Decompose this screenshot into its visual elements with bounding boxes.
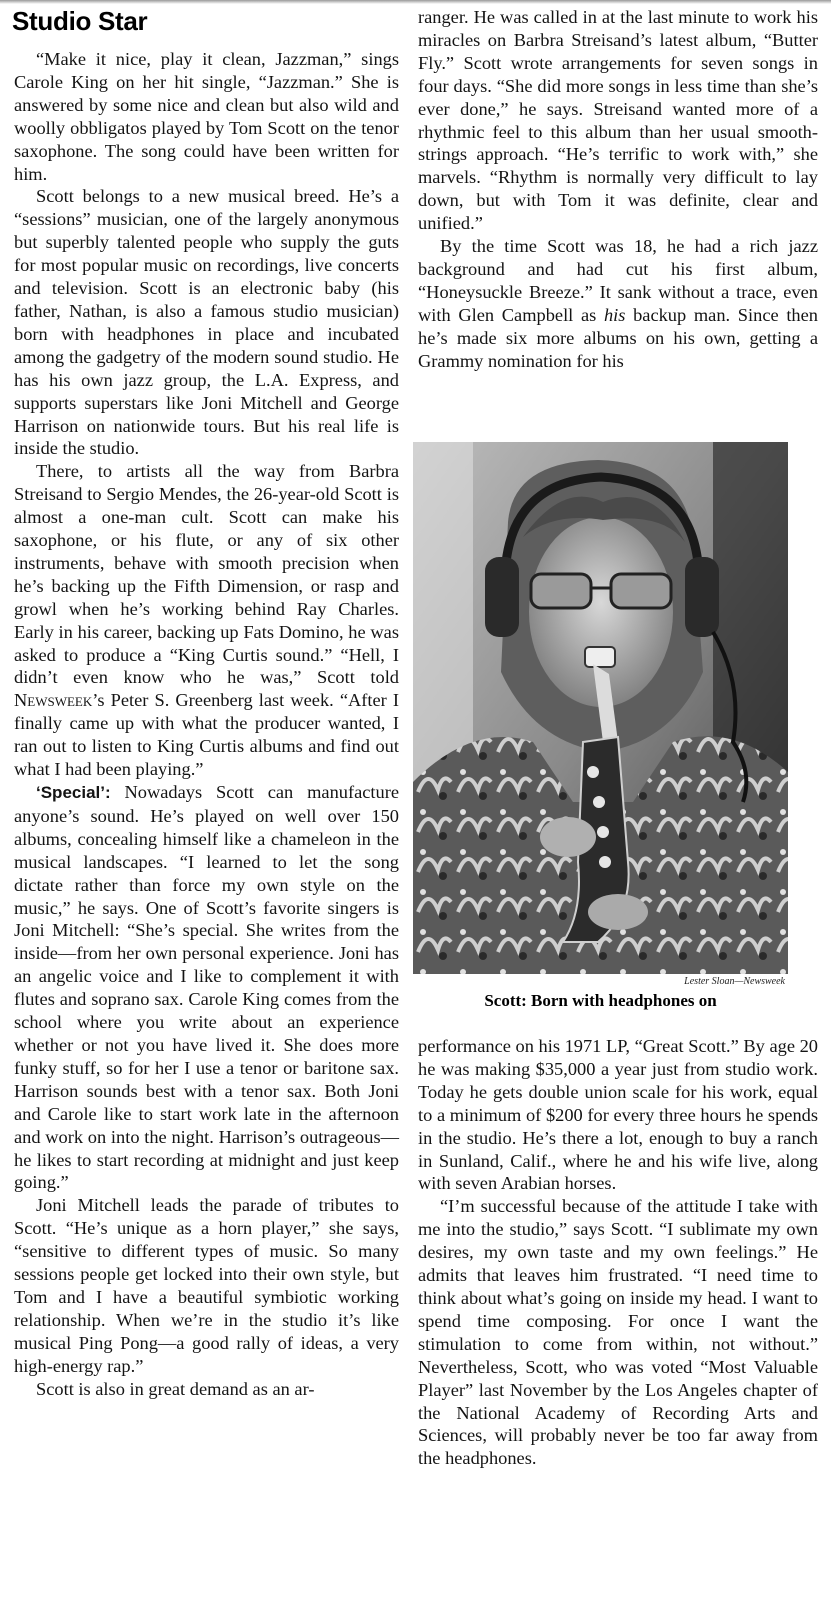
text-run: backup man. Since then he’s made six more albums on his own, getting a Grammy nomination for his (418, 304, 818, 371)
text-run: Nowadays Scott can manufacture anyone’s sound. He’s played on well over 150 albums, concealing himself like a chameleon in the musical landscapes. “I learned to let the song dictate rather than force my own style on the music,” he says. One of Scott’s favorite singers is Joni Mitchell: “She’s special. She writes from the inside—from her own personal experience. Joni has an angelic voice and I like to complement it with flutes and soprano sax. Carole King comes from the school where you write about an experience whether or not you have lived it. She does more funky stuff, so for her I use a tenor or baritone sax. Harrison sounds best with a tenor sax. Both Joni and Carole like to start work late in the afternoon and work on into the night. Harrison’s outrageous—he likes to start recording at midnight and just keep going.” (14, 782, 399, 1193)
text-run: By the time Scott was 18, he had a rich jazz background and had cut his first album, “Honeysuckle Breeze.” It sank without a trace, even with Glen Campbell as (418, 236, 818, 325)
photo-illustration (413, 442, 788, 974)
text-run: There, to artists all the way from Barbra Streisand to Sergio Mendes, the 26-year-old Scott is almost a one-man cult. Scott can make his saxophone, or his flute, or any of six other instruments, behave with smooth precision when he’s backing up the Fifth Dimension, or rasp and growl when he’s working behind Ray Charles. Early in his career, backing up Fats Domino, he was asked to produce a “King Curtis sound.” “Hell, I didn’t even know who he was,” Scott told (14, 461, 399, 688)
section-lead-in: ‘Special’: (36, 783, 111, 802)
text-run: ’s Peter S. Greenberg last week. “After I finally came up with what the producer wanted, I ran out to listen to King Curtis albums and find out what I had been playing.” (14, 690, 399, 780)
paragraph: Joni Mitchell leads the parade of tributes to Scott. “He’s unique as a horn player,” she says, “sensitive to different types of music. So many sessions people get locked into their own style, but Tom and I have a beautiful symbiotic working relationship. When we’re in the studio it’s like musical Ping Pong—a good rally of ideas, a very high-energy rap.” (14, 1195, 399, 1376)
top-rule (0, 0, 831, 4)
paragraph: Scott belongs to a new musical breed. He’s a “sessions” musician, one of the largely anonymous but superbly talented people who supply the guts for most popular music on recordings, live concerts and television. Scott is an electronic baby (his father, Nathan, is also a famous studio musician) born with headphones in place and incubated among the gadgetry of the modern sound studio. He has his own jazz group, the L.A. Express, and supports superstars like Joni Mitchell and George Harrison on nationwide tours. But his real life is inside the studio. (14, 186, 399, 459)
paragraph: ranger. He was called in at the last minute to work his miracles on Barbra Streisand’s latest album, “Butter Fly.” Scott wrote arrangements for seven songs in four days. “She did more songs in less time than she’s ever done,” he says. Streisand wanted more of a rhythmic feel to this album than her usual smooth-strings approach. “He’s terrific to work with,” she marvels. “Rhythm is normally very difficult to lay down, but with Tom it was definite, clear and unified.” (418, 7, 818, 234)
article-title: Studio Star (12, 6, 148, 36)
emphasis: his (603, 304, 626, 325)
photo-scott-saxophone (413, 442, 788, 974)
paragraph: “I’m successful because of the attitude I take with me into the studio,” says Scott. “I sublimate my own desires, my own taste and my own feelings.” He admits that leaves him frustrated. “I need time to think about what’s going on inside my head. I want to spend time composing. For once I want the stimulation to come from within, not without.” Nevertheless, Scott, who was voted “Most Valuable Player” last November by the Los Angeles chapter of the National Academy of Recording Arts and Sciences, will probably never be too far away from the headphones. (418, 1196, 818, 1469)
paragraph: performance on his 1971 LP, “Great Scott.” By age 20 he was making $35,000 a year just from studio work. Today he gets double union scale for his work, equal to a minimum of $200 for every three hours he spends in the studio. He’s there a lot, enough to buy a ranch in Sunland, Calif., where he and his wife live, along with seven Arabian horses. (418, 1036, 818, 1194)
paragraph (418, 235, 818, 372)
right-column-bottom (418, 1035, 818, 1470)
photo-caption: Scott: Born with headphones on (484, 991, 717, 1010)
magazine-name: Newsweek (14, 690, 93, 711)
paragraph (14, 460, 399, 781)
paragraph: “Make it nice, play it clean, Jazzman,” sings Carole King on her hit single, “Jazzman.” She is answered by some nice and clean but also wild and woolly obbligatos played by Tom Scott on the tenor saxophone. The song could have been written for him. (14, 49, 399, 184)
right-column-top (418, 6, 818, 373)
photo-credit: Lester Sloan—Newsweek (684, 976, 785, 987)
left-column (14, 48, 399, 1400)
paragraph: Scott is also in great demand as an ar- (36, 1378, 315, 1399)
paragraph (14, 781, 399, 1194)
